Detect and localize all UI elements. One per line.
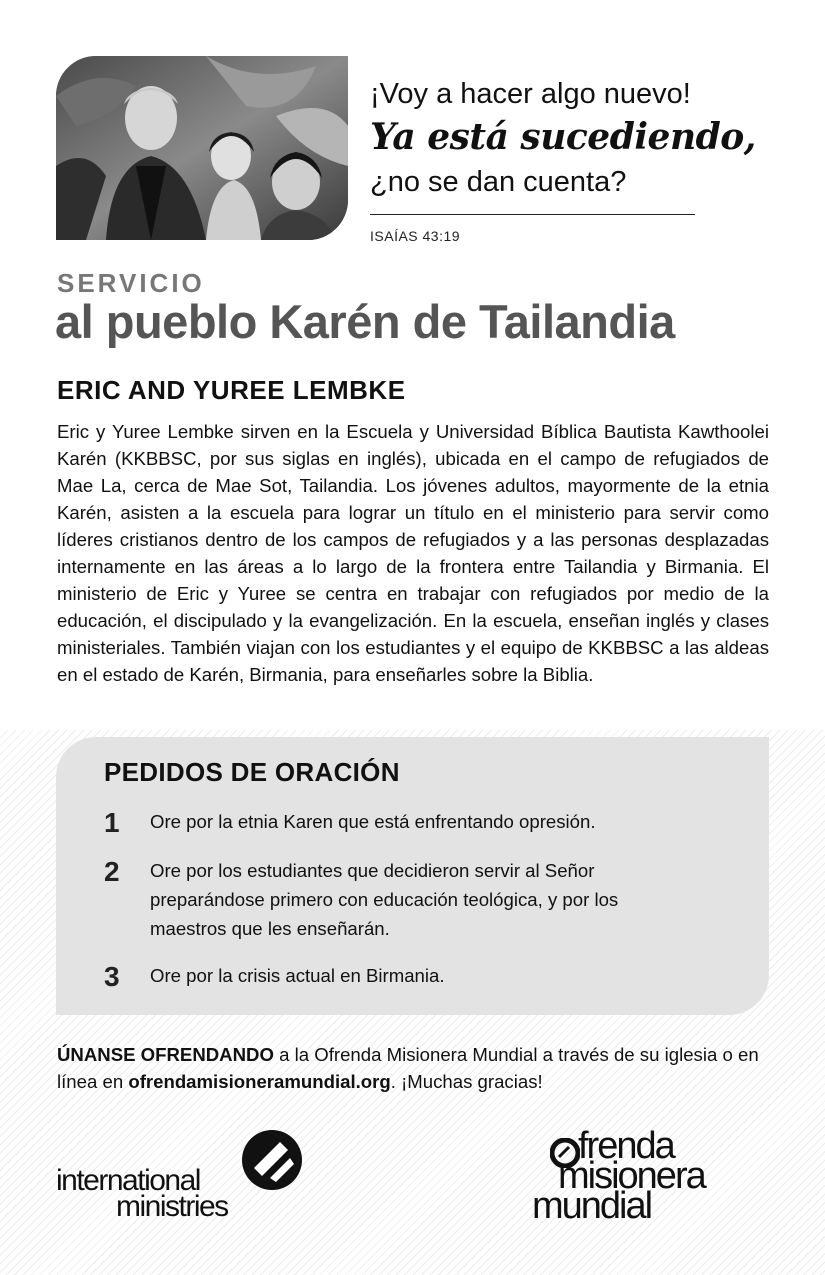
missionary-description: Eric y Yuree Lembke sirven en la Escuela y Universidad Bíblica Bautista Kawthoolei Karén (KKBBSC, por sus siglas en inglés), ubicada en el campo de refugiados de Mae La, cerca de Mae Sot, Tailandia. Los jóvenes adultos, mayormente de la etnia Karén, asisten a la escuela para lograr un título en el ministerio para servir como líderes cristianos dentro de los campos de refugiados y a las personas desplazadas internamente en las áreas a lo largo de la frontera entre Tailandia y Birmania. El ministerio de Eric y Yuree se centra en trabajar con refugiados por medio de la educación, el discipulado y la evangelización. En la escuela, enseñan inglés y clases ministeriales. También viajan con los estudiantes y el equipo de KKBBSC a las aldeas en el estado de Karén, Birmania, para enseñarles sobre la Biblia.: [57, 421, 769, 685]
prayer-text: Ore por la etnia Karen que está enfrentando opresión.: [150, 811, 596, 832]
giving-lead: ÚNANSE OFRENDANDO: [57, 1044, 274, 1065]
scripture-quote: [370, 76, 790, 202]
page-title: al pueblo Karén de Tailandia: [55, 295, 675, 348]
im-wordmark-line-2: ministries: [116, 1190, 228, 1223]
international-ministries-logo: [56, 1128, 316, 1228]
prayer-number: 3: [104, 961, 120, 992]
quote-line-3: ¿no se dan cuenta?: [370, 166, 627, 198]
missionary-names: ERIC AND YUREE LEMBKE: [57, 375, 406, 405]
section-kicker: SERVICIO: [57, 268, 205, 298]
giving-website-link[interactable]: ofrendamisioneramundial.org: [128, 1071, 391, 1092]
im-wordmark-line-1: international: [56, 1164, 200, 1197]
scripture-reference: ISAÍAS 43:19: [370, 228, 461, 244]
giving-end: . ¡Muchas gracias!: [390, 1071, 543, 1092]
quote-line-1: ¡Voy a hacer algo nuevo!: [370, 78, 691, 110]
giving-middle: a la Ofrenda Misionera Mundial a través de su iglesia o en línea en: [57, 1044, 759, 1092]
giving-call-to-action: [57, 1041, 777, 1095]
prayer-text: Ore por la crisis actual en Birmania.: [150, 965, 445, 986]
omm-wordmark-line-1: frenda: [578, 1125, 674, 1167]
prayer-number: 2: [104, 856, 120, 887]
prayer-requests-panel: [56, 737, 769, 1015]
prayer-number: 1: [104, 807, 120, 838]
im-mark-icon: [240, 1128, 304, 1192]
omm-wordmark-line-2: misionera: [558, 1155, 705, 1197]
prayer-text: Ore por los estudiantes que decidieron servir al Señor preparándose primero con educación teológica, y por los maestros que les enseñarán.: [150, 860, 619, 939]
family-photo: [56, 56, 348, 240]
ofrenda-misionera-mundial-logo: [532, 1125, 772, 1228]
quote-divider: [370, 214, 695, 215]
prayer-title: PEDIDOS DE ORACIÓN: [104, 757, 400, 787]
omm-wordmark-line-3: mundial: [532, 1185, 652, 1227]
quote-line-2: Ya está sucediendo,: [370, 116, 756, 158]
